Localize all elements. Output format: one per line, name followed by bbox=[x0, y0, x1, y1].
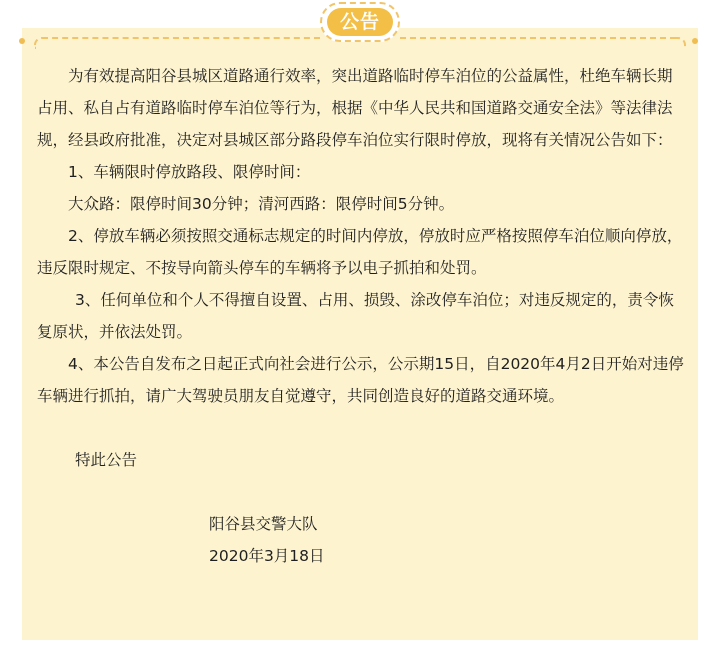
notice-closing: 特此公告 bbox=[75, 451, 138, 469]
spacer bbox=[37, 412, 685, 444]
notice-date: 2020年3月18日 bbox=[209, 547, 325, 565]
notice-badge: 公告 bbox=[327, 8, 393, 36]
notice-item-3: 3、任何单位和个人不得擅自设置、占用、损毁、涂改停车泊位；对违反规定的，责令恢复原状，并依法处罚。 bbox=[37, 291, 674, 341]
decorative-dot-left bbox=[19, 38, 25, 44]
notice-body bbox=[37, 60, 685, 572]
frame-dashed-line-left bbox=[42, 37, 320, 39]
notice-intro: 为有效提高阳谷县城区道路通行效率，突出道路临时停车泊位的公益属性，杜绝车辆长期占用、私自占有道路临时停车泊位等行为，根据《中华人民共和国道路交通安全法》等法律法规，经县政府批准，决定对县城区部分路段停车泊位实行限时停放，现将有关情况公告如下： bbox=[37, 67, 673, 149]
notice-item-2: 2、停放车辆必须按照交通标志规定的时间内停放，停放时应严格按照停车泊位顺向停放，违反限时规定、不按导向箭头停车的车辆将予以电子抓拍和处罚。 bbox=[37, 227, 683, 277]
notice-item-4: 4、本公告自发布之日起正式向社会进行公示，公示期15日，自2020年4月2日开始对违停车辆进行抓拍，请广大驾驶员朋友自觉遵守，共同创造良好的道路交通环境。 bbox=[37, 355, 684, 405]
notice-issuer: 阳谷县交警大队 bbox=[209, 515, 318, 533]
decorative-dot-right bbox=[692, 38, 698, 44]
spacer bbox=[37, 476, 685, 508]
notice-item-1-detail: 大众路：限停时间30分钟；清河西路：限停时间5分钟。 bbox=[68, 195, 455, 213]
notice-item-1-title: 1、车辆限时停放路段、限停时间： bbox=[68, 163, 311, 181]
frame-dashed-line-right bbox=[400, 37, 676, 39]
